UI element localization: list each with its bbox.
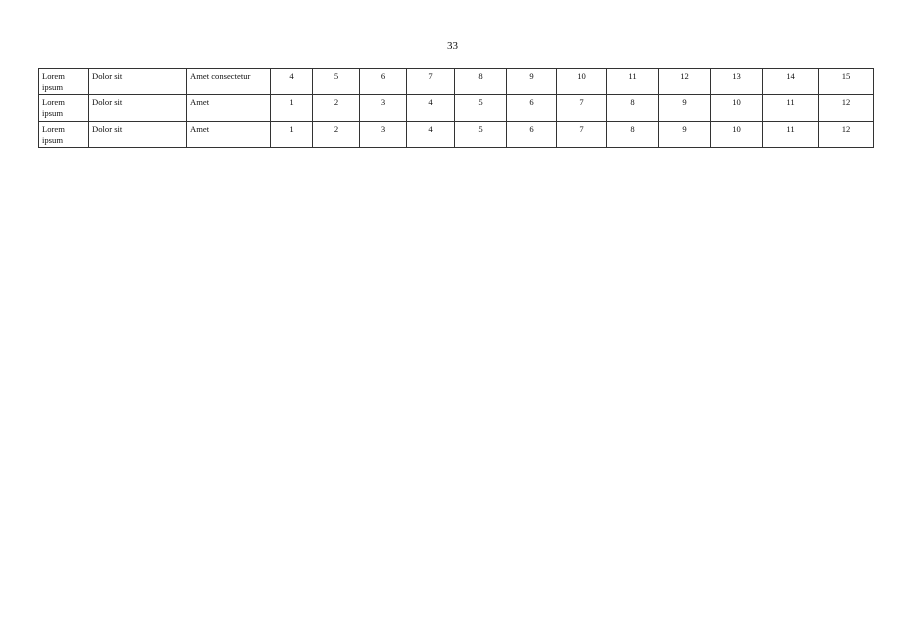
cell: 3	[360, 121, 407, 147]
cell: 8	[607, 121, 659, 147]
cell: 2	[313, 95, 360, 121]
cell: Lorem ipsum	[39, 121, 89, 147]
cell: 5	[455, 121, 507, 147]
cell: 2	[313, 121, 360, 147]
cell: Dolor sit	[89, 121, 187, 147]
cell: 12	[819, 95, 874, 121]
cell: 6	[360, 69, 407, 95]
cell: 3	[360, 95, 407, 121]
table-row	[39, 121, 874, 147]
cell: 9	[507, 69, 557, 95]
cell: 6	[507, 95, 557, 121]
cell: 6	[507, 121, 557, 147]
cell: 10	[557, 69, 607, 95]
cell: 13	[711, 69, 763, 95]
cell: 4	[407, 95, 455, 121]
cell: 11	[607, 69, 659, 95]
cell: Amet consectetur	[187, 69, 271, 95]
cell: 11	[763, 121, 819, 147]
cell: 8	[607, 95, 659, 121]
cell: 4	[271, 69, 313, 95]
cell: Amet	[187, 121, 271, 147]
cell: Dolor sit	[89, 69, 187, 95]
table-row	[39, 95, 874, 121]
cell: 12	[819, 121, 874, 147]
cell: 8	[455, 69, 507, 95]
cell: 9	[659, 121, 711, 147]
cell: 5	[313, 69, 360, 95]
cell: 14	[763, 69, 819, 95]
cell: 15	[819, 69, 874, 95]
cell: 10	[711, 121, 763, 147]
cell: 12	[659, 69, 711, 95]
data-table	[38, 68, 874, 148]
cell: 10	[711, 95, 763, 121]
page-number: 33	[447, 40, 458, 52]
cell: 5	[455, 95, 507, 121]
cell: 7	[557, 95, 607, 121]
cell: Lorem ipsum	[39, 95, 89, 121]
cell: 7	[557, 121, 607, 147]
header-row	[39, 69, 874, 95]
cell: 1	[271, 121, 313, 147]
cell: 11	[763, 95, 819, 121]
cell: 7	[407, 69, 455, 95]
cell: Dolor sit	[89, 95, 187, 121]
cell: Amet	[187, 95, 271, 121]
cell: 1	[271, 95, 313, 121]
cell: 4	[407, 121, 455, 147]
cell: 9	[659, 95, 711, 121]
cell: Lorem ipsum	[39, 69, 89, 95]
